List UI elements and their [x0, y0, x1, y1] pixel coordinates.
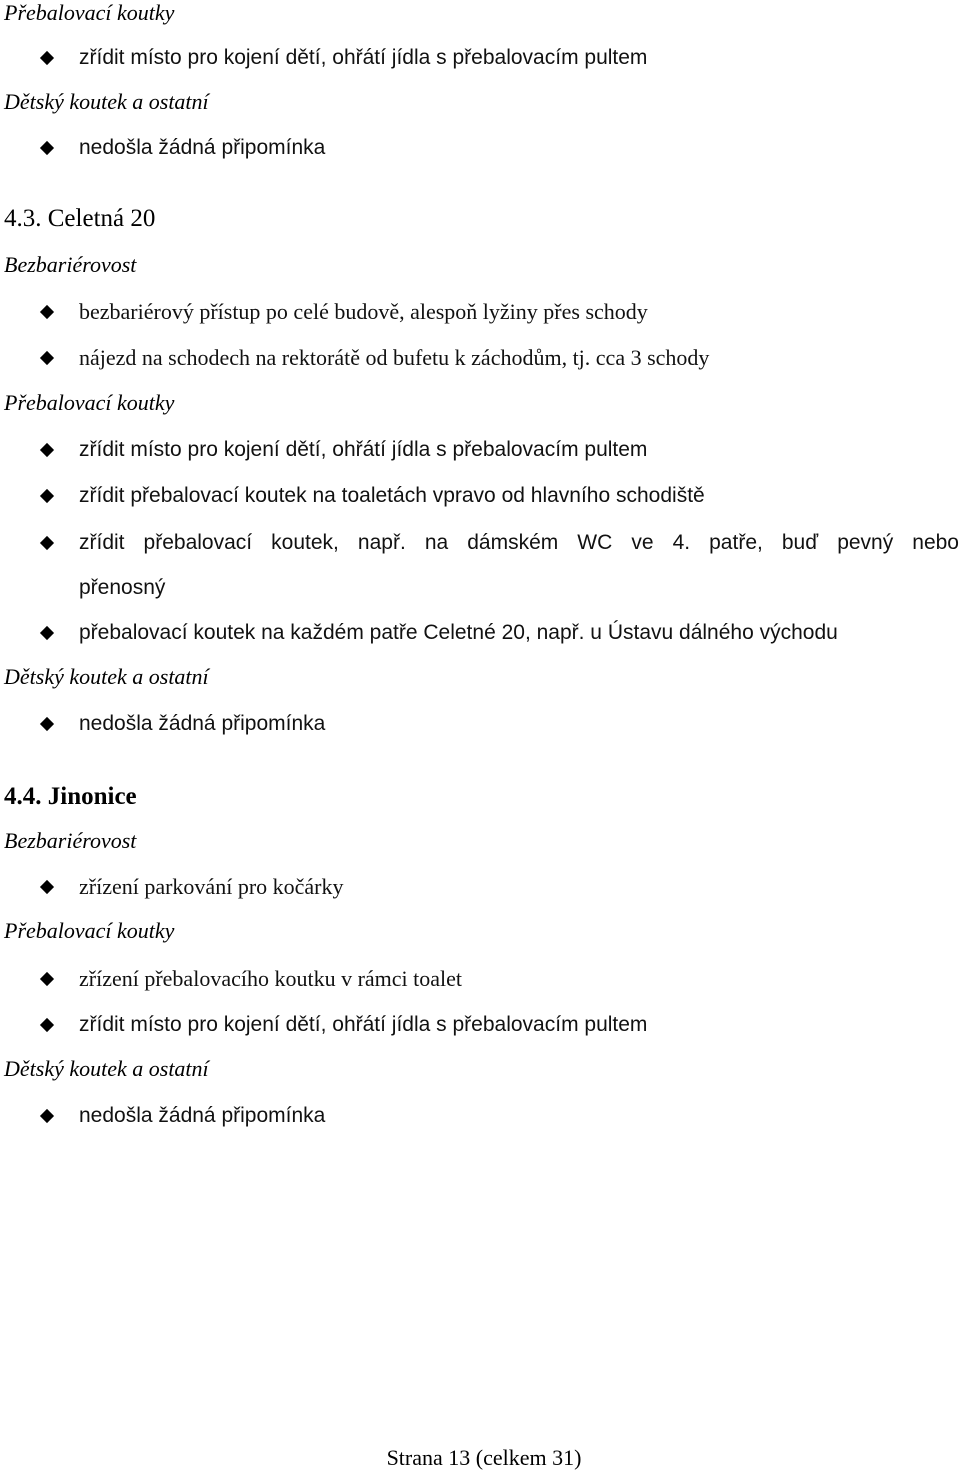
list-item: zřídit přebalovací koutek na toaletách vpravo od hlavního schodiště	[79, 484, 705, 507]
section-title-celetna: 4.3. Celetná 20	[4, 205, 156, 232]
list-item: zřídit místo pro kojení dětí, ohřátí jídla s přebalovacím pultem	[79, 1013, 648, 1036]
page-number-footer: Strana 13 (celkem 31)	[386, 1445, 582, 1470]
bullet-diamond-icon	[40, 1018, 54, 1032]
list-item: bezbariérový přístup po celé budově, alespoň lyžiny přes schody	[79, 299, 648, 324]
list-item: zřízení parkování pro kočárky	[79, 874, 344, 899]
bullet-diamond-icon	[40, 880, 54, 894]
list-item: nájezd na schodech na rektorátě od bufetu k záchodům, tj. cca 3 schody	[79, 345, 710, 370]
list-item-continuation: přenosný	[79, 576, 166, 599]
subheading-bezbarierovost: Bezbariérovost	[4, 252, 137, 277]
list-item: nedošla žádná připomínka	[79, 1104, 326, 1127]
bullet-diamond-icon	[40, 51, 54, 65]
subheading-detsky-koutek: Dětský koutek a ostatní	[4, 664, 209, 689]
bullet-diamond-icon	[40, 626, 54, 640]
bullet-diamond-icon	[40, 1109, 54, 1123]
subheading-bezbarierovost: Bezbariérovost	[4, 828, 137, 853]
list-item: nedošla žádná připomínka	[79, 136, 326, 159]
bullet-diamond-icon	[40, 536, 54, 550]
list-item: zřídit přebalovací koutek, např. na dámském WC ve 4. patře, buď pevný nebo	[79, 531, 959, 554]
subheading-prebalovaci-koutky: Přebalovací koutky	[4, 918, 175, 943]
bullet-diamond-icon	[40, 972, 54, 986]
list-item: nedošla žádná připomínka	[79, 712, 326, 735]
bullet-diamond-icon	[40, 305, 54, 319]
bullet-diamond-icon	[40, 141, 54, 155]
bullet-diamond-icon	[40, 717, 54, 731]
subheading-prebalovaci-koutky: Přebalovací koutky	[4, 0, 175, 25]
bullet-diamond-icon	[40, 443, 54, 457]
subheading-prebalovaci-koutky: Přebalovací koutky	[4, 390, 175, 415]
section-title-jinonice: 4.4. Jinonice	[4, 783, 137, 810]
bullet-diamond-icon	[40, 489, 54, 503]
subheading-detsky-koutek: Dětský koutek a ostatní	[4, 1056, 209, 1081]
list-item: zřídit místo pro kojení dětí, ohřátí jídla s přebalovacím pultem	[79, 438, 648, 461]
list-item: zřídit místo pro kojení dětí, ohřátí jídla s přebalovacím pultem	[79, 46, 648, 69]
bullet-diamond-icon	[40, 351, 54, 365]
subheading-detsky-koutek: Dětský koutek a ostatní	[4, 89, 209, 114]
list-item: přebalovací koutek na každém patře Celetné 20, např. u Ústavu dálného východu	[79, 621, 838, 644]
list-item: zřízení přebalovacího koutku v rámci toalet	[79, 966, 463, 991]
